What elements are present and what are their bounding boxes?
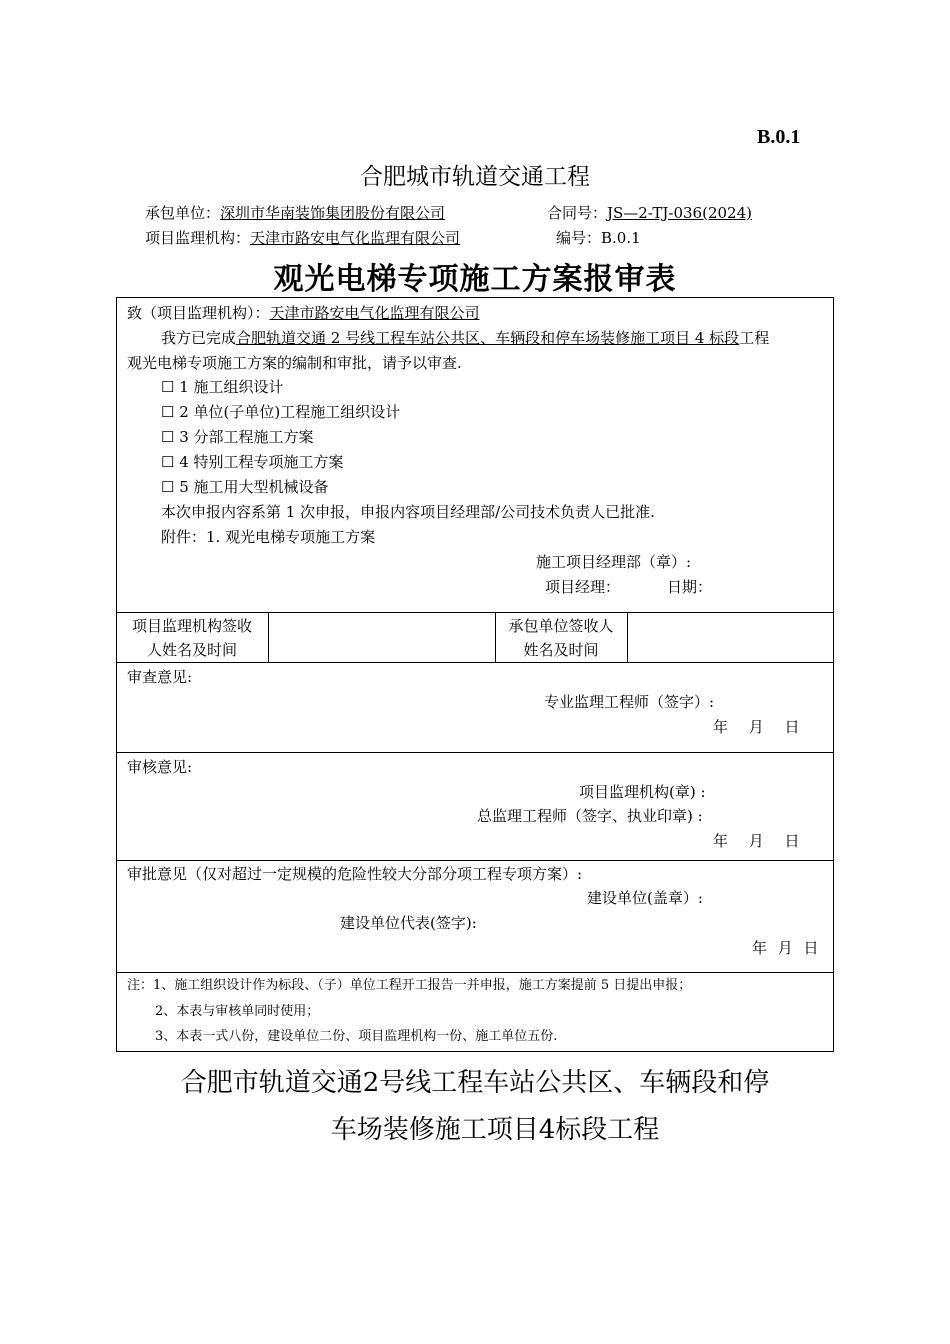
to-line <box>127 303 480 323</box>
project-title: 合肥城市轨道交通工程 <box>360 164 590 190</box>
intro-line-2: 观光电梯专项施工方案的编制和审批，请予以审查. <box>127 354 462 372</box>
footer-line-2: 车场装修施工项目4标段工程 <box>330 1115 660 1145</box>
intro-line <box>161 328 769 348</box>
footer-line-1: 合肥市轨道交通2号线工程车站公共区、车辆段和停 <box>180 1068 770 1098</box>
divider <box>117 662 833 663</box>
divider <box>117 972 833 973</box>
date-label: 日期： <box>667 578 713 596</box>
intro-project: 合肥轨道交通 2 号线工程车站公共区、车辆段和停车场装修施工项目 4 标段 <box>236 329 740 347</box>
contract-no-label: 合同号： <box>547 204 608 222</box>
manager-label: 项目经理： <box>545 578 621 596</box>
supervisor-value: 天津市路安电气化监理有限公司 <box>250 229 461 247</box>
divider <box>117 860 833 861</box>
agency-sign: 项目监理机构(章) : <box>579 783 706 801</box>
approval-label: 审批意见（仅对超过一定规模的危险性较大分部分项工程专项方案）: <box>127 865 583 883</box>
audit-date: 年 月 日 <box>713 832 800 850</box>
review-label: 审查意见: <box>127 668 193 686</box>
contractor-line <box>145 202 445 223</box>
option-5[interactable]: ☐ 5 施工用大型机械设备 <box>161 478 329 496</box>
number-label: 编号： <box>556 229 602 247</box>
contract-no-value: JS—2-TJ-036(2024) <box>607 204 752 222</box>
owner-seal: 建设单位(盖章）: <box>587 889 703 907</box>
divider <box>117 752 833 753</box>
option-2[interactable]: ☐ 2 单位(子单位)工程施工组织设计 <box>161 403 401 421</box>
number-line <box>556 227 641 248</box>
contractor-label: 承包单位： <box>145 204 221 222</box>
note-1: 注：1、施工组织设计作为标段、（子）单位工程开工报告一并申报，施工方案提前 5 日提出申报； <box>127 978 692 993</box>
supervisor-label: 项目监理机构： <box>145 229 251 247</box>
intro-suffix: 工程 <box>739 329 770 347</box>
supervisor-receipt-label: 项目监理机构签收人姓名及时间 <box>131 617 252 659</box>
attachment-line: 附件：1. 观光电梯专项施工方案 <box>161 528 376 546</box>
contractor-receipt-label: 承包单位签收人姓名及时间 <box>508 617 614 659</box>
option-1[interactable]: ☐ 1 施工组织设计 <box>161 378 284 396</box>
form-code: B.0.1 <box>757 126 801 148</box>
engineer-sign: 专业监理工程师（签字）: <box>544 693 715 711</box>
note-2: 2、本表与审核单同时使用； <box>155 1004 320 1019</box>
divider <box>268 612 269 662</box>
form-title: 观光电梯专项施工方案报审表 <box>273 262 677 297</box>
divider <box>627 612 628 662</box>
owner-rep: 建设单位代表(签字): <box>340 914 477 932</box>
supervisor-line <box>145 227 460 248</box>
contractor-value: 深圳市华南装饰集团股份有限公司 <box>220 204 446 222</box>
approval-date: 年 月 日 <box>752 939 819 957</box>
to-label: 致（项目监理机构）： <box>127 304 270 322</box>
divider <box>495 612 496 662</box>
chief-sign: 总监理工程师（签字、执业印章) : <box>477 807 703 825</box>
approval-form-table <box>116 297 834 1052</box>
contract-no-line <box>547 202 752 223</box>
dept-sign: 施工项目经理部（章）: <box>536 553 692 571</box>
divider <box>117 612 833 613</box>
note-3: 3、本表一式八份，建设单位二份、项目监理机构一份、施工单位五份. <box>155 1029 558 1044</box>
to-value: 天津市路安电气化监理有限公司 <box>269 304 480 322</box>
review-date: 年 月 日 <box>713 718 800 736</box>
option-4[interactable]: ☐ 4 特别工程专项施工方案 <box>161 453 344 471</box>
audit-label: 审核意见: <box>127 758 193 776</box>
submission-note: 本次申报内容系第 1 次申报，申报内容项目经理部/公司技术负责人已批准. <box>161 503 655 521</box>
intro-prefix: 我方已完成 <box>161 329 237 347</box>
option-3[interactable]: ☐ 3 分部工程施工方案 <box>161 428 314 446</box>
number-value: B.0.1 <box>601 229 641 247</box>
